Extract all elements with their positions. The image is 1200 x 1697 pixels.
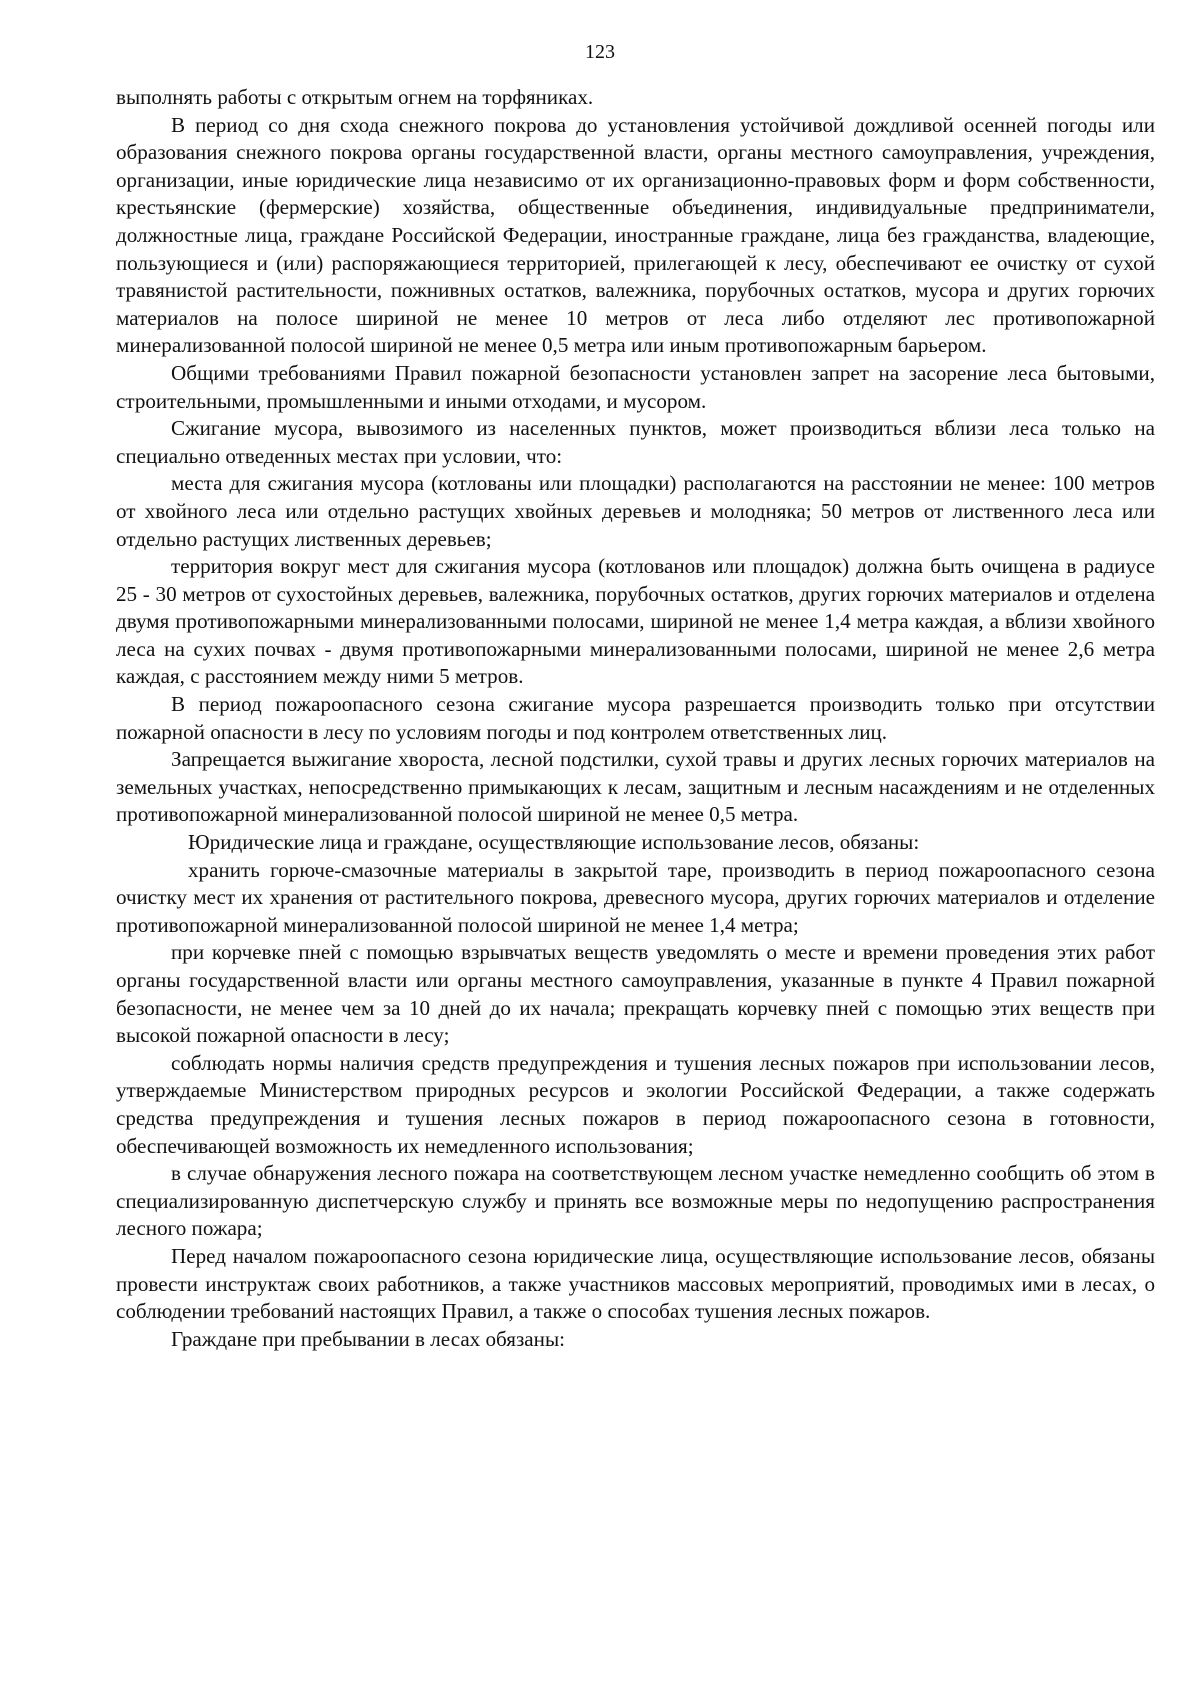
paragraph-waste-burning-conditions: Сжигание мусора, вывозимого из населенных пунктов, может производиться вблизи леса только на специально отведенных местах при условии, что: [116, 416, 1155, 468]
paragraph-burning-site-clearing: территория вокруг мест для сжигания мусора (котлованов или площадок) должна быть очищена в радиусе 25 - 30 метров от сухостойных деревьев, валежника, порубочных остатков, других горючих материалов и отделена двумя противопожарными минерализованными полосами, шириной не менее 1,4 метра каждая, а вблизи хвойного леса на сухих почвах - двумя противопожарными минерализованными полосами, шириной не менее 2,6 метра каждая, с расстоянием между ними 5 метров. [116, 554, 1155, 689]
paragraph-littering-ban: Общими требованиями Правил пожарной безопасности установлен запрет на засорение леса бытовыми, строительными, промышленными и иными отходами, и мусором. [116, 360, 1155, 413]
paragraph-forest-users-duties: Юридические лица и граждане, осуществляющие использование лесов, обязаны: [188, 830, 920, 855]
paragraph-peat-fire-ban-end: выполнять работы с открытым огнем на торфяниках. [116, 85, 594, 109]
paragraph-citizens-duties: Граждане при пребывании в лесах обязаны: [171, 1326, 565, 1351]
paragraph-stump-removal: при корчевке пней с помощью взрывчатых веществ уведомлять о месте и времени проведения этих работ органы государственной власти или органы местного самоуправления, указанные в пункте 4 Правил пожарной безопасности, не менее чем за 10 дней до их начала; прекращать корчевку пней с помощью этих веществ при высокой пожарной опасности в лесу; [116, 940, 1155, 1048]
paragraph-territory-clearing: В период со дня схода снежного покрова до установления устойчивой дождливой осенней погоды или образования снежного покрова органы государственной власти, органы местного самоуправления, учреждения, организации, иные юридические лица независимо от их организационно-правовых форм и форм собственности, крестьянские (фермерские) хозяйства, общественные объединения, индивидуальные предприниматели, должностные лица, граждане Российской Федерации, иностранные граждане, лица без гражданства, владеющие, пользующиеся и (или) распоряжающиеся территорией, прилегающей к лесу, обеспечивают ее очистку от сухой травянистой растительности, пожнивных остатков, валежника, порубочных остатков, мусора и других горючих материалов на полосе шириной не менее 10 метров от леса либо отделяют лес противопожарной минерализованной полосой шириной не менее 0,5 метра или иным противопожарным барьером. [116, 112, 1155, 358]
paragraph-fire-detection: в случае обнаружения лесного пожара на соответствующем лесном участке немедленно сообщить об этом в специализированную диспетчерскую службу и принять все возможные меры по недопущению распространения лесного пожара; [116, 1161, 1155, 1241]
paragraph-burning-prohibition: Запрещается выжигание хвороста, лесной подстилки, сухой травы и других лесных горючих материалов на земельных участках, непосредственно примыкающих к лесам, защитным и лесным насаждениям и не отделенных противопожарной минерализованной полосой шириной не менее 0,5 метра. [116, 747, 1155, 827]
paragraph-briefing: Перед началом пожароопасного сезона юридические лица, осуществляющие использование лесов, обязаны провести инструктаж своих работников, а также участников массовых мероприятий, проводимых ими в лесах, о соблюдении требований настоящих Правил, а также о способах тушения лесных пожаров. [116, 1243, 1155, 1324]
document-body [116, 84, 1155, 1353]
paragraph-fuel-storage: хранить горюче-смазочные материалы в закрытой таре, производить в период пожароопасного сезона очистку мест их хранения от растительного покрова, древесного мусора, других горючих материалов и отделение противопожарной минерализованной полосой шириной не менее 1,4 метра; [116, 857, 1155, 937]
page-number: 123 [585, 41, 615, 63]
paragraph-burning-site-distance: места для сжигания мусора (котлованы или площадки) располагаются на расстоянии не менее: 100 метров от хвойного леса или отдельно растущих хвойных деревьев и молодняка; 50 метров от лиственного леса или отдельно растущих лиственных деревьев; [116, 471, 1155, 551]
paragraph-fire-season-burning: В период пожароопасного сезона сжигание мусора разрешается производить только при отсутствии пожарной опасности в лесу по условиям погоды и под контролем ответственных лиц. [116, 692, 1155, 744]
paragraph-firefighting-equipment: соблюдать нормы наличия средств предупреждения и тушения лесных пожаров при использовании лесов, утверждаемые Министерством природных ресурсов и экологии Российской Федерации, а также содержать средства предупреждения и тушения лесных пожаров в период пожароопасного сезона в готовности, обеспечивающей возможность их немедленного использования; [116, 1050, 1155, 1158]
